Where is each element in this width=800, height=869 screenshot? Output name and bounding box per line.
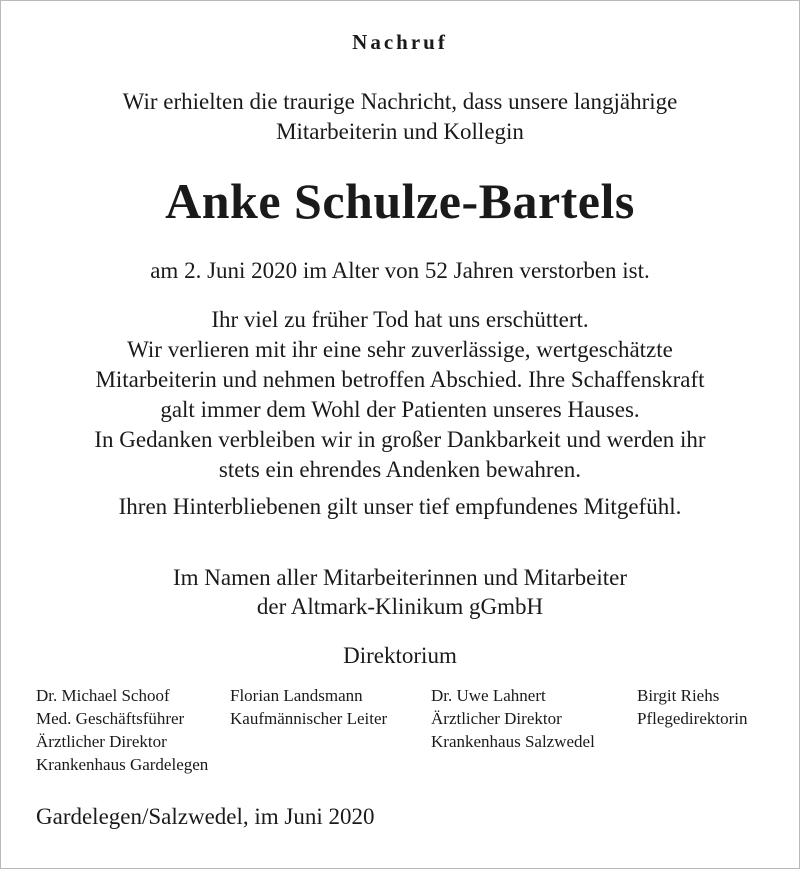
signatory-schoof [36,684,208,776]
intro-text [0,87,800,147]
death-line: am 2. Juni 2020 im Alter von 52 Jahren verstorben ist. [150,258,650,283]
tribute-line: stets ein ehrendes Andenken bewahren. [218,457,582,482]
signatory-name: Dr. Uwe Lahnert [431,686,546,705]
directorate-label: Direktorium [343,643,457,668]
signatory-name: Dr. Michael Schoof [36,686,170,705]
tribute-line: In Gedanken verbleiben wir in großer Dankbarkeit und werden ihr [94,427,706,452]
signatory-role: Pflegedirektorin [637,709,748,728]
signatory-name: Birgit Riehs [637,686,720,705]
behalf-line: der Altmark-Klinikum gGmbH [256,594,544,619]
signatory-name: Florian Landsmann [230,686,363,705]
signatory-riehs [637,684,747,730]
signatory-lahnert [431,684,595,753]
behalf-text [0,563,800,621]
sympathy-line: Ihren Hinterbliebenen gilt unser tief empfundenes Mitgefühl. [118,494,682,519]
signatory-role: Kaufmännischer Leiter [230,709,388,728]
tribute-line: Mitarbeiterin und nehmen betroffen Abschied. Ihre Schaffenskraft [95,367,705,392]
tribute-text [0,305,800,485]
signatory-role: Krankenhaus Gardelegen [36,755,209,774]
signatory-landsmann [230,684,387,730]
signatory-role: Krankenhaus Salzwedel [431,732,595,751]
intro-line: Mitarbeiterin und Kollegin [276,119,524,144]
signatory-role: Ärztlicher Direktor [36,732,167,751]
place-date: Gardelegen/Salzwedel, im Juni 2020 [36,804,375,829]
tribute-line: Wir verlieren mit ihr eine sehr zuverlässige, wertgeschätzte [127,337,673,362]
notice-heading: Nachruf [352,30,448,54]
tribute-line: galt immer dem Wohl der Patienten unseres Hauses. [160,397,640,422]
signatory-role: Med. Geschäftsführer [36,709,185,728]
behalf-line: Im Namen aller Mitarbeiterinnen und Mitarbeiter [172,565,628,590]
intro-line: Wir erhielten die traurige Nachricht, dass unsere langjährige [122,89,678,114]
signatory-role: Ärztlicher Direktor [431,709,562,728]
tribute-line: Ihr viel zu früher Tod hat uns erschüttert. [211,307,589,332]
deceased-name: Anke Schulze-Bartels [165,173,635,229]
